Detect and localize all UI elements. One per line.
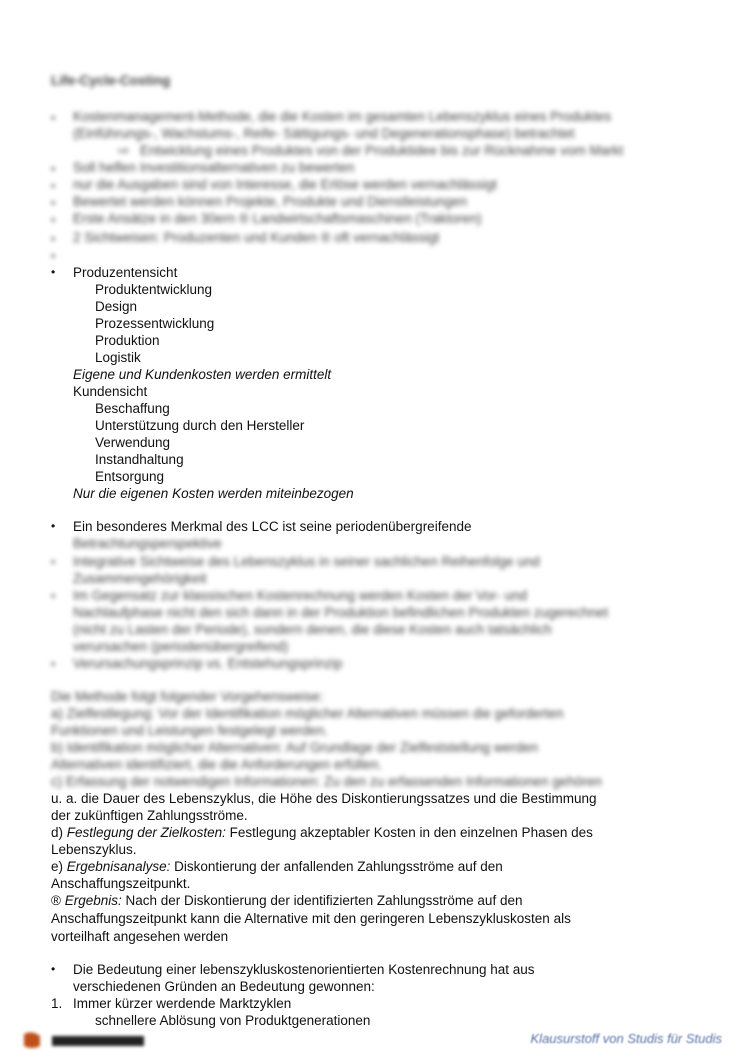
- step-text: Festlegung akzeptabler Kosten in den einzelnen Phasen des: [225, 825, 593, 840]
- intro-line: 2 Sichtweisen: Produzenten und Kunden ® oft vernachlässigt: [73, 230, 440, 245]
- importance-line: verschiedenen Gründen an Bedeutung gewonnen:: [73, 979, 375, 994]
- method-step-d: [51, 824, 691, 841]
- feature-line: Integrative Sichtweise des Lebenszyklus in seiner sachlichen Reihenfolge und: [73, 554, 540, 569]
- importance-item: Immer kürzer werdende Marktzyklen: [73, 996, 292, 1011]
- customer-note: Nur die eigenen Kosten werden miteinbezogen: [73, 486, 354, 501]
- intro-line: Bewertet werden können Projekte, Produkte und Dienstleistungen: [73, 194, 467, 209]
- step-text: Diskontierung der anfallenden Zahlungsströme auf den: [170, 859, 503, 874]
- intro-line: Soll helfen Investitionsalternativen zu bewerten: [73, 160, 355, 175]
- feature-line: Betrachtungsperspektive: [73, 536, 222, 551]
- method-line: der zukünftigen Zahlungsströme.: [51, 808, 248, 823]
- brand-logo: [22, 1030, 147, 1050]
- bullet-icon: •: [51, 657, 56, 671]
- arrow-icon: ⇨: [118, 143, 130, 158]
- method-line: Die Methode folgt folgender Vorgehensweise:: [51, 689, 324, 704]
- bullet-icon: •: [51, 589, 56, 603]
- method-step-e: [51, 858, 691, 875]
- method-result: [51, 892, 691, 909]
- producer-item: Produktion: [95, 333, 160, 348]
- intro-line: Erste Ansätze in den 30ern ® Landwirtschaftsmaschinen (Traktoren): [73, 211, 482, 226]
- customer-heading: Kundensicht: [73, 384, 148, 399]
- intro-line: nur die Ausgaben sind von Interesse, die Erlöse werden vernachlässigt: [73, 177, 498, 192]
- importance-line: Die Bedeutung einer lebenszykluskostenorientierten Kostenrechnung hat aus: [73, 962, 535, 977]
- producer-item: Logistik: [95, 350, 141, 365]
- customer-item: Beschaffung: [95, 401, 170, 416]
- intro-line: (Einführungs-, Wachstums-, Reife- Sättigungs- und Degenerationsphase) betrachtet: [73, 126, 575, 141]
- bullet-icon: •: [51, 232, 56, 246]
- importance-subitem: schnellere Ablösung von Produktgenerationen: [95, 1013, 371, 1028]
- bullet-icon: •: [51, 555, 56, 569]
- method-line: a) Zielfestlegung: Vor der Identifikation möglicher Alternativen müssen die geforderten: [51, 706, 564, 721]
- customer-item: Verwendung: [95, 435, 171, 450]
- method-line: u. a. die Dauer des Lebenszyklus, die Höhe des Diskontierungssatzes und die Bestimmung: [51, 791, 597, 806]
- step-prefix: d): [51, 825, 67, 840]
- customer-item: Instandhaltung: [95, 452, 184, 467]
- method-line: Anschaffungszeitpunkt.: [51, 876, 191, 891]
- step-label: Ergebnisanalyse:: [66, 859, 171, 874]
- customer-item: Unterstützung durch den Hersteller: [95, 418, 305, 433]
- step-label: Festlegung der Zielkosten:: [66, 825, 226, 840]
- bullet-icon: •: [51, 162, 56, 176]
- producer-item: Prozessentwicklung: [95, 316, 215, 331]
- method-line: Lebenszyklus.: [51, 842, 137, 857]
- feature-line: Zusammengehörigkeit: [73, 571, 207, 586]
- bullet-icon: •: [51, 179, 56, 193]
- feature-line: Im Gegensatz zur klassischen Kostenrechnung werden Kosten der Vor- und: [73, 588, 528, 603]
- bullet-icon: •: [51, 519, 56, 533]
- bullet-icon: •: [51, 111, 56, 125]
- feature-line: Ein besonderes Merkmal des LCC ist seine periodenübergreifende: [73, 519, 472, 534]
- method-line: vorteilhaft angesehen werden: [51, 929, 229, 944]
- method-line: Funktionen und Leistungen festgelegt werden.: [51, 723, 328, 738]
- producer-note: Eigene und Kundenkosten werden ermittelt: [73, 367, 332, 382]
- step-text: Nach der Diskontierung der identifizierten Zahlungsströme auf den: [121, 893, 523, 908]
- feature-line: (nicht zu Lasten der Periode), sondern denen, die diese Kosten auch tatsächlich: [73, 622, 552, 637]
- method-line: b) Identifikation möglicher Alternativen: Auf Grundlage der Zielfeststellung werden: [51, 740, 539, 755]
- document-title: Life-Cycle-Costing: [51, 73, 171, 88]
- producer-item: Produktentwicklung: [95, 282, 213, 297]
- list-number: 1.: [51, 996, 63, 1011]
- intro-line: Kostenmanagement-Methode, die die Kosten im gesamten Lebenszyklus eines Produktes: [73, 109, 612, 124]
- step-prefix: ®: [51, 893, 65, 908]
- feature-line: Nachlaufphase nicht den sich dann in der Produktion befindlichen Produkten zugerechnet: [73, 605, 609, 620]
- bullet-icon: •: [51, 213, 56, 227]
- bullet-icon: •: [51, 196, 56, 210]
- bullet-icon: •: [51, 265, 56, 279]
- customer-item: Entsorgung: [95, 469, 165, 484]
- footer-slogan: Klausurstoff von Studis für Studis: [530, 1031, 722, 1046]
- feature-line: Verursachungsprinzip vs. Entstehungsprinzip: [73, 656, 343, 671]
- method-line: c) Erfassung der notwendigen Informationen: Zu den zu erfassenden Informationen gehören: [51, 774, 602, 789]
- bullet-icon: •: [51, 962, 56, 976]
- method-line: Anschaffungszeitpunkt kann die Alternative mit den geringeren Lebenszykluskosten als: [51, 911, 571, 926]
- step-label: Ergebnis:: [64, 893, 122, 908]
- feature-line: verursachen (periodenübergreifend): [73, 639, 289, 654]
- step-prefix: e): [51, 859, 67, 874]
- producer-heading: Produzentensicht: [73, 265, 178, 280]
- intro-line: Entwicklung eines Produktes von der Produktidee bis zur Rücknahme vom Markt: [140, 143, 624, 158]
- method-line: Alternativen identifiziert, die die Anforderungen erfüllen.: [51, 757, 382, 772]
- bullet-icon: •: [51, 249, 56, 263]
- producer-item: Design: [95, 299, 138, 314]
